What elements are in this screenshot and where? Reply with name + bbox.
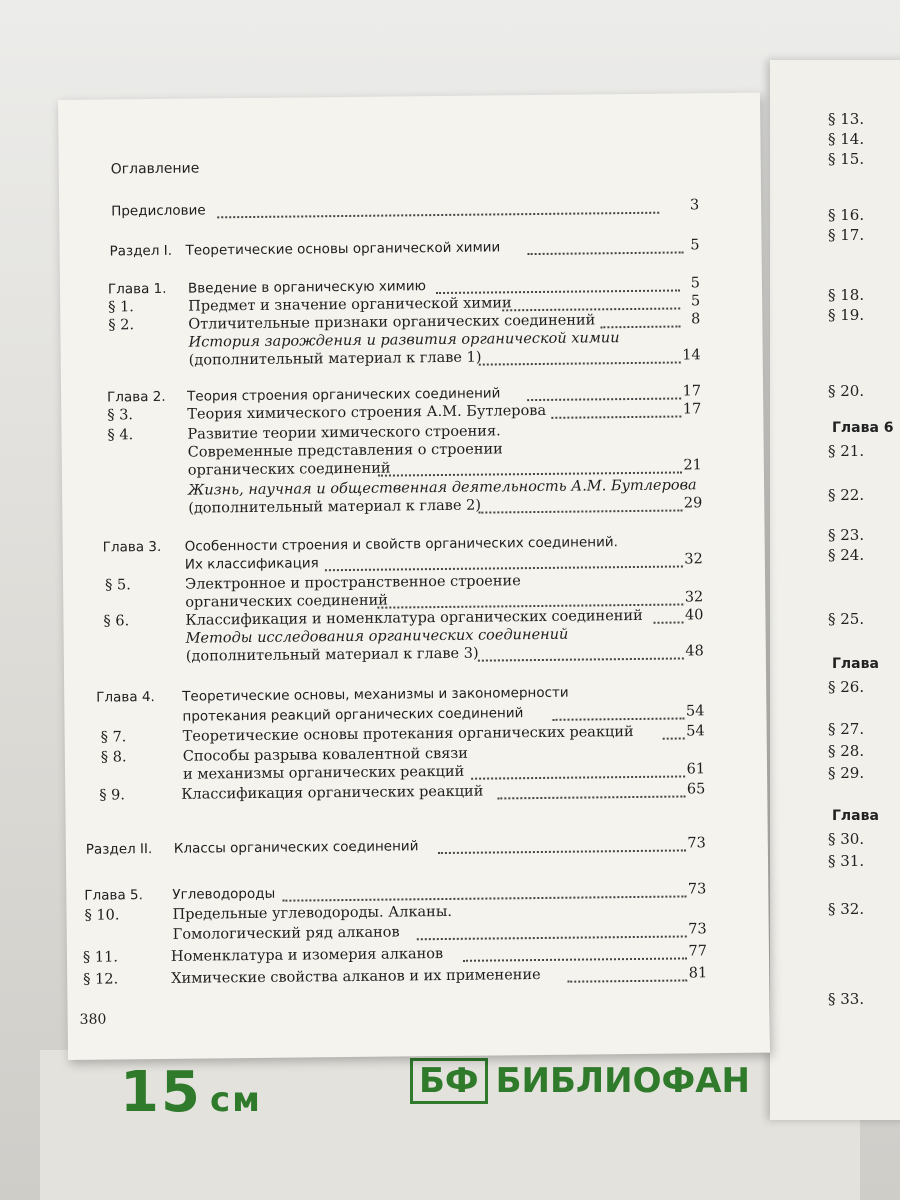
entry-title: История зарождения и развития органической химии bbox=[188, 330, 620, 351]
entry-title: Развитие теории химического строения. bbox=[187, 423, 501, 443]
right-heading: Глава 6 bbox=[832, 420, 894, 436]
entry-title: Теоретические основы протекания органических реакций bbox=[182, 724, 634, 745]
entry-title: Гомологический ряд алканов bbox=[172, 924, 400, 943]
leader-dots bbox=[478, 643, 684, 661]
entry-title: (дополнительный материал к главе 1) bbox=[188, 349, 482, 369]
ruler-unit: см bbox=[209, 1080, 262, 1120]
entry-title: Предельные углеводороды. Алканы. bbox=[172, 903, 453, 923]
entry-page: 21 bbox=[683, 457, 702, 474]
entry-page: 61 bbox=[686, 761, 706, 778]
toc-title: Оглавление bbox=[110, 160, 200, 178]
entry-title: Введение в органическую химию bbox=[187, 278, 427, 297]
entry-page: 73 bbox=[687, 835, 706, 852]
entry-title: Предмет и значение органической химии bbox=[188, 295, 512, 315]
entry-label: § 9. bbox=[99, 787, 126, 804]
right-label: § 26. bbox=[828, 678, 865, 696]
leader-dots bbox=[438, 835, 686, 854]
entry-page: 77 bbox=[688, 943, 708, 960]
entry-page: 5 bbox=[690, 275, 701, 292]
ruler-mark bbox=[120, 1060, 262, 1125]
right-label: § 15. bbox=[828, 150, 865, 168]
entry-page: 29 bbox=[683, 495, 703, 512]
entry-title: Отличительные признаки органических соединений bbox=[188, 312, 596, 333]
entry-label: § 8. bbox=[100, 749, 127, 766]
entry-label: § 3. bbox=[107, 407, 134, 424]
entry-title: Предисловие bbox=[111, 202, 206, 220]
right-label: § 21. bbox=[828, 442, 865, 460]
ruler-value: 15 bbox=[120, 1060, 202, 1125]
entry-title: Жизнь, научная и общественная деятельность А.М. Бутлерова bbox=[188, 477, 697, 499]
entry-title: Современные представления о строении bbox=[187, 441, 503, 461]
entry-title: и механизмы органических реакций bbox=[182, 763, 465, 783]
right-label: § 32. bbox=[828, 900, 865, 918]
leader-dots bbox=[436, 275, 680, 294]
entry-title: (дополнительный материал к главе 2) bbox=[188, 497, 482, 517]
entry-label: § 11. bbox=[82, 949, 118, 966]
leader-dots bbox=[417, 921, 687, 940]
entry-page: 40 bbox=[684, 607, 704, 624]
right-label: § 30. bbox=[828, 830, 865, 848]
entry-title: Номенклатура и изомерия алканов bbox=[170, 946, 444, 965]
publisher-logo: БФ bbox=[410, 1058, 488, 1104]
entry-label: Глава 5. bbox=[84, 887, 143, 904]
leader-dots bbox=[527, 383, 681, 401]
right-label: § 28. bbox=[828, 742, 865, 760]
page-number: 380 bbox=[79, 1011, 107, 1028]
right-label: § 33. bbox=[828, 990, 865, 1008]
leader-dots bbox=[282, 881, 686, 901]
leader-dots bbox=[325, 551, 683, 571]
entry-title: (дополнительный материал к главе 3) bbox=[185, 645, 479, 665]
entry-title: органических соединений bbox=[185, 592, 388, 611]
entry-title: Теоретические основы, механизмы и закономерности bbox=[182, 684, 569, 705]
leader-dots bbox=[502, 293, 680, 311]
entry-page: 48 bbox=[685, 643, 704, 660]
entry-title: протекания реакций органических соединений bbox=[182, 705, 524, 725]
entry-page: 5 bbox=[690, 293, 701, 310]
entry-page: 73 bbox=[687, 881, 707, 898]
entry-page: 8 bbox=[691, 311, 701, 328]
entry-title: Химические свойства алканов и их применение bbox=[171, 966, 541, 987]
right-label: § 31. bbox=[828, 852, 865, 870]
entry-title: Методы исследования органических соединений bbox=[185, 626, 569, 647]
entry-page: 32 bbox=[684, 589, 704, 606]
entry-label: Раздел I. bbox=[109, 242, 173, 260]
toc-entry[interactable] bbox=[66, 835, 768, 864]
entry-label: Глава 2. bbox=[107, 388, 166, 406]
right-label: § 16. bbox=[828, 206, 865, 224]
entry-title: Классы органических соединений bbox=[173, 838, 419, 857]
entry-label: § 1. bbox=[108, 299, 134, 316]
entry-label: § 12. bbox=[83, 971, 119, 988]
right-label: § 17. bbox=[828, 226, 865, 244]
entry-page: 73 bbox=[688, 921, 707, 938]
entry-page: 3 bbox=[689, 197, 700, 214]
entry-title: органических соединений bbox=[187, 460, 391, 479]
leader-dots bbox=[463, 943, 687, 961]
entry-page: 5 bbox=[690, 237, 700, 254]
entry-page: 54 bbox=[686, 723, 705, 740]
entry-title: Углеводороды bbox=[172, 885, 276, 903]
entry-label: § 6. bbox=[103, 613, 130, 630]
entry-page: 17 bbox=[682, 383, 702, 400]
entry-title: Их классификация bbox=[184, 555, 319, 573]
entry-title: Теория химического строения А.М. Бутлерова bbox=[187, 402, 547, 423]
entry-title: Особенности строения и свойств органических соединений. bbox=[184, 534, 618, 555]
entry-title: Теоретические основы органической химии bbox=[185, 239, 501, 259]
leader-dots bbox=[497, 781, 685, 799]
entry-title: Способы разрыва ковалентной связи bbox=[182, 745, 468, 765]
entry-page: 32 bbox=[684, 551, 703, 568]
toc-entry[interactable] bbox=[59, 197, 761, 226]
right-page bbox=[770, 60, 900, 1120]
entry-page: 54 bbox=[685, 703, 705, 720]
leader-dots bbox=[478, 495, 682, 513]
right-label: § 29. bbox=[828, 764, 865, 782]
right-label: § 22. bbox=[828, 486, 865, 504]
entry-label: § 7. bbox=[100, 729, 127, 746]
leader-dots bbox=[479, 347, 681, 365]
entry-page: 81 bbox=[688, 965, 708, 982]
leader-dots bbox=[471, 761, 685, 779]
right-heading: Глава bbox=[832, 656, 879, 672]
right-label: § 24. bbox=[828, 546, 865, 564]
publisher-name: БИБЛИОФАН bbox=[495, 1061, 751, 1101]
right-label: § 18. bbox=[828, 286, 865, 304]
right-label: § 27. bbox=[828, 720, 865, 738]
entry-page: 14 bbox=[682, 347, 701, 364]
right-heading: Глава bbox=[832, 808, 879, 824]
entry-label: § 4. bbox=[107, 427, 134, 444]
entry-page: 17 bbox=[682, 401, 702, 418]
entry-label: Глава 4. bbox=[96, 689, 155, 706]
entry-title: Классификация и номенклатура органических соединений bbox=[185, 607, 643, 629]
entry-page: 65 bbox=[686, 781, 706, 798]
publisher-mark bbox=[410, 1058, 750, 1104]
leader-dots bbox=[378, 457, 682, 476]
entry-title: Теория строения органических соединений bbox=[187, 385, 501, 405]
leader-dots bbox=[377, 589, 683, 608]
entry-label: Глава 3. bbox=[102, 538, 162, 556]
right-label: § 19. bbox=[828, 306, 865, 324]
entry-label: § 10. bbox=[84, 907, 120, 924]
entry-title: Классификация органических реакций bbox=[181, 783, 484, 803]
right-label: § 14. bbox=[828, 130, 865, 148]
entry-label: Глава 1. bbox=[107, 280, 167, 298]
right-label: § 13. bbox=[828, 110, 865, 128]
toc-entry[interactable] bbox=[60, 237, 762, 266]
right-label: § 23. bbox=[828, 526, 865, 544]
right-label: § 20. bbox=[828, 382, 865, 400]
toc-page bbox=[58, 93, 770, 1060]
entry-label: Раздел II. bbox=[85, 841, 153, 858]
entry-label: § 2. bbox=[108, 317, 135, 334]
right-label: § 25. bbox=[828, 610, 865, 628]
entry-label: § 5. bbox=[105, 577, 131, 594]
entry-title: Электронное и пространственное строение bbox=[184, 573, 521, 593]
leader-dots bbox=[217, 198, 659, 219]
